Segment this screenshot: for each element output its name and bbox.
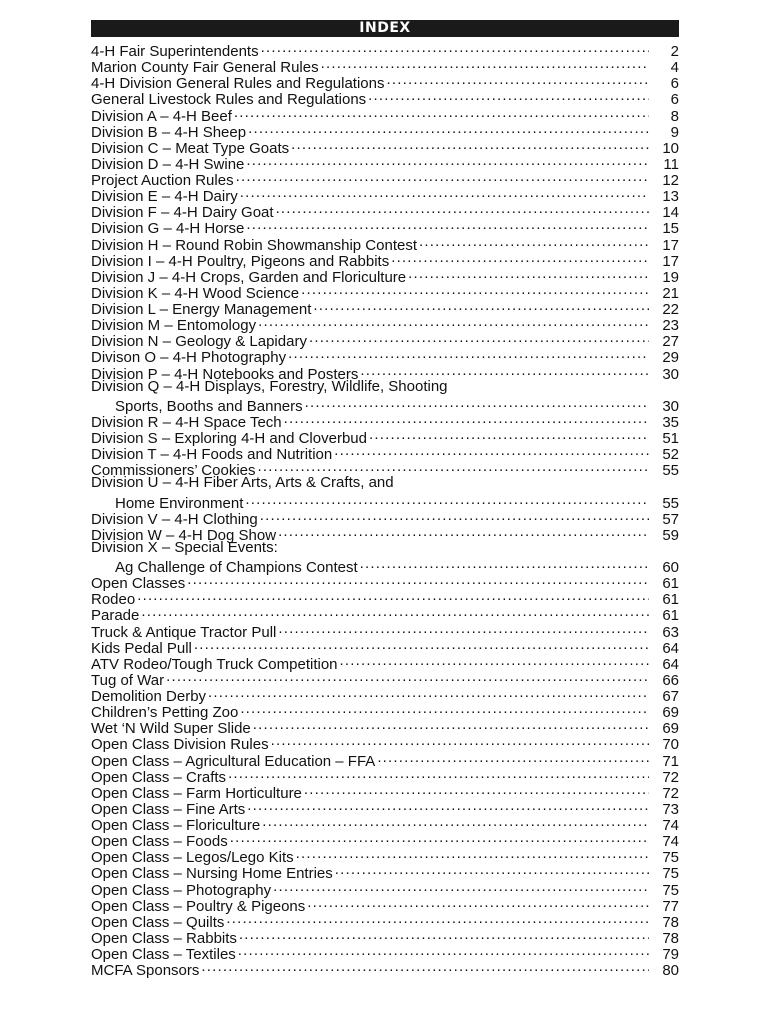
entry-title: Sports, Booths and Banners — [115, 397, 303, 415]
entry-page-number: 52 — [662, 446, 679, 464]
dot-leader — [238, 943, 649, 959]
entry-title: Children’s Petting Zoo — [91, 704, 239, 722]
entry-title: Project Auction Rules — [91, 172, 234, 189]
entry-title: Rodeo — [91, 591, 136, 609]
index-entry — [91, 572, 679, 593]
entry-title: Open Class – Farm Horticulture — [91, 784, 302, 802]
index-header — [91, 20, 679, 37]
index-entry — [91, 266, 679, 286]
index-entry — [91, 217, 679, 238]
entry-title: 4-H Division General Rules and Regulations — [91, 75, 385, 93]
dot-leader — [141, 604, 649, 620]
entry-page-number: 55 — [662, 494, 679, 512]
index-entry — [91, 717, 679, 738]
entry-title: Open Class – Nursing Home Entries — [91, 865, 333, 883]
index-entry — [91, 959, 679, 980]
dot-leader — [321, 56, 649, 72]
entry-title: Open Class – Fine Arts — [91, 800, 246, 818]
dot-leader — [305, 395, 649, 411]
index-entry — [91, 685, 679, 705]
dot-leader — [245, 492, 649, 508]
entry-page-number: 10 — [662, 139, 679, 157]
entry-title: Wet ‘N Wild Super Slide — [91, 720, 251, 738]
entry-page-number: 64 — [662, 639, 679, 657]
entry-title: 4-H Fair Superintendents — [91, 43, 259, 60]
index-entry — [91, 637, 679, 657]
dot-leader — [334, 443, 649, 459]
dot-leader — [284, 411, 649, 427]
entry-title: Ag Challenge of Champions Contest — [115, 559, 358, 576]
dot-leader — [253, 717, 649, 733]
dot-leader — [260, 508, 649, 524]
index-entry — [91, 927, 679, 947]
entry-page-number: 29 — [662, 349, 679, 367]
entry-page-number: 17 — [662, 252, 679, 270]
dot-leader — [369, 427, 649, 443]
entry-title: Division K – 4-H Wood Science — [91, 284, 300, 302]
entry-page-number: 15 — [662, 220, 679, 238]
dot-leader — [236, 169, 649, 185]
entry-title: Open Class Division Rules — [91, 736, 269, 754]
dot-leader — [166, 669, 649, 685]
entry-title: Division N – Geology & Lapidary — [91, 333, 307, 351]
entry-title: Open Class – Foods — [91, 833, 228, 851]
dot-leader — [258, 314, 649, 330]
dot-leader — [240, 185, 649, 201]
dot-leader — [234, 105, 649, 121]
entry-page-number: 6 — [670, 91, 679, 109]
entry-title: Tug of War — [91, 671, 165, 689]
dot-leader — [194, 637, 649, 653]
entry-page-number: 61 — [662, 607, 679, 625]
entry-page-number: 67 — [662, 688, 679, 705]
index-entry — [91, 395, 679, 415]
entry-page-number: 74 — [662, 833, 679, 851]
dot-leader — [230, 830, 649, 846]
index-entry — [91, 653, 679, 673]
dot-leader — [226, 911, 649, 927]
dot-leader — [276, 201, 649, 217]
index-entry — [91, 895, 679, 915]
entry-page-number: 75 — [662, 865, 679, 883]
entry-page-number: 11 — [663, 155, 679, 173]
entry-page-number: 17 — [662, 236, 679, 254]
entry-page-number: 13 — [662, 188, 679, 206]
entry-title: Division C – Meat Type Goats — [91, 139, 290, 157]
index-entry — [91, 153, 679, 173]
entry-title: Kids Pedal Pull — [91, 639, 192, 657]
dot-leader — [271, 733, 649, 749]
index-entry — [91, 314, 679, 335]
entry-page-number: 80 — [662, 962, 679, 980]
entry-title: Home Environment — [115, 494, 244, 512]
entry-page-number: 2 — [670, 43, 679, 60]
entry-page-number: 61 — [662, 591, 679, 609]
entry-title: Division E – 4-H Dairy — [91, 188, 238, 206]
entry-page-number: 12 — [662, 172, 679, 189]
entry-title: Division T – 4-H Foods and Nutrition — [91, 446, 333, 464]
index-entry — [91, 733, 679, 754]
dot-leader — [296, 846, 649, 862]
entry-title: Division F – 4-H Dairy Goat — [91, 204, 274, 222]
dot-leader — [228, 766, 649, 782]
index-entry — [91, 943, 679, 963]
entry-page-number: 77 — [662, 897, 679, 915]
dot-leader — [247, 798, 649, 814]
entry-title: Division V – 4-H Clothing — [91, 510, 258, 528]
entry-page-number: 55 — [662, 462, 679, 480]
index-entry — [91, 798, 679, 818]
entry-title: Divison O – 4-H Photography — [91, 349, 287, 367]
dot-leader — [240, 701, 649, 717]
dot-leader — [368, 88, 649, 104]
dot-leader — [261, 40, 649, 56]
entry-title: Open Class – Rabbits — [91, 929, 237, 947]
index-entry — [91, 379, 679, 395]
entry-title: Demolition Derby — [91, 688, 207, 705]
entry-title: Commissioners’ Cookies — [91, 462, 256, 480]
dot-leader — [246, 217, 649, 233]
entry-page-number: 75 — [662, 881, 679, 899]
index-entry — [91, 782, 679, 802]
entry-page-number: 75 — [662, 849, 679, 867]
dot-leader — [288, 346, 649, 362]
entry-title: Division H – Round Robin Showmanship Contest — [91, 236, 418, 254]
entry-title: Parade — [91, 607, 140, 625]
dot-leader — [291, 137, 649, 153]
entry-title: Division D – 4-H Swine — [91, 155, 245, 173]
entry-title: Truck & Antique Tractor Pull — [91, 623, 277, 641]
entry-title: Open Class – Legos/Lego Kits — [91, 849, 294, 867]
index-page — [91, 20, 679, 980]
dot-leader — [248, 121, 649, 137]
entry-page-number: 35 — [662, 413, 679, 431]
entry-title: Division X – Special Events: — [91, 538, 278, 556]
entry-page-number: 71 — [662, 752, 679, 770]
index-entry — [91, 830, 679, 851]
dot-leader — [301, 282, 649, 298]
index-entry — [91, 346, 679, 367]
entry-title: Division J – 4-H Crops, Garden and Floriculture — [91, 268, 407, 286]
index-entry — [91, 121, 679, 141]
index-entry — [91, 88, 679, 109]
index-entry — [91, 459, 679, 480]
index-entry — [91, 185, 679, 206]
index-entry — [91, 524, 679, 544]
index-entry — [91, 492, 679, 512]
entry-title: Open Class – Floriculture — [91, 817, 261, 834]
entry-title: Division L – Energy Management — [91, 301, 312, 318]
entry-page-number: 69 — [662, 720, 679, 738]
entry-title: Open Class – Agricultural Education – FFA — [91, 752, 376, 770]
entry-page-number: 14 — [662, 204, 679, 222]
entry-title: ATV Rodeo/Tough Truck Competition — [91, 655, 338, 673]
entry-title: Division B – 4-H Sheep — [91, 123, 247, 141]
index-entry — [91, 443, 679, 464]
entry-page-number: 72 — [662, 784, 679, 802]
index-entry — [91, 40, 679, 60]
entry-title: Open Class – Poultry & Pigeons — [91, 897, 306, 915]
entry-page-number: 64 — [662, 655, 679, 673]
entry-title: Division W – 4-H Dog Show — [91, 526, 277, 544]
index-entry — [91, 169, 679, 189]
entry-title: Open Class – Textiles — [91, 946, 236, 963]
dot-leader — [360, 556, 649, 572]
index-entry — [91, 814, 679, 834]
index-entry — [91, 911, 679, 931]
entry-title: Division I – 4-H Poultry, Pigeons and Rabbits — [91, 252, 390, 270]
dot-leader — [408, 266, 649, 282]
entry-page-number: 27 — [662, 333, 679, 351]
dot-leader — [309, 330, 649, 346]
index-entry — [91, 862, 679, 883]
index-entry — [91, 250, 679, 270]
index-entry — [91, 556, 679, 576]
entry-page-number: 66 — [662, 671, 679, 689]
dot-leader — [201, 959, 649, 975]
entry-title: Marion County Fair General Rules — [91, 59, 319, 77]
index-entry — [91, 766, 679, 786]
entry-page-number: 73 — [662, 800, 679, 818]
index-entries — [91, 40, 679, 980]
dot-leader — [273, 879, 649, 895]
entry-title: Division Q – 4-H Displays, Forestry, Wildlife, Shooting — [91, 377, 448, 395]
dot-leader — [278, 524, 649, 540]
entry-page-number: 19 — [662, 268, 679, 286]
entry-page-number: 51 — [662, 430, 679, 447]
entry-page-number: 69 — [662, 704, 679, 722]
index-entry — [91, 56, 679, 77]
dot-leader — [304, 782, 649, 798]
index-entry — [91, 282, 679, 302]
index-entry — [91, 604, 679, 625]
index-title: INDEX — [359, 20, 411, 36]
entry-page-number: 63 — [662, 623, 679, 641]
entry-page-number: 57 — [662, 510, 679, 528]
dot-leader — [386, 72, 649, 88]
entry-page-number: 4 — [670, 59, 679, 77]
dot-leader — [419, 234, 649, 250]
index-entry — [91, 427, 679, 447]
entry-title: Open Class – Photography — [91, 881, 272, 899]
dot-leader — [187, 572, 649, 588]
entry-page-number: 78 — [662, 913, 679, 931]
entry-page-number: 70 — [662, 736, 679, 754]
dot-leader — [335, 862, 649, 878]
entry-page-number: 22 — [662, 301, 679, 318]
entry-title: Division P – 4-H Notebooks and Posters — [91, 365, 359, 383]
dot-leader — [258, 459, 650, 475]
entry-page-number: 21 — [662, 284, 679, 302]
entry-page-number: 60 — [662, 559, 679, 576]
index-entry — [91, 508, 679, 528]
index-entry — [91, 669, 679, 689]
entry-page-number: 78 — [662, 929, 679, 947]
entry-title: Division U – 4-H Fiber Arts, Arts & Crafts, and — [91, 474, 394, 492]
index-entry — [91, 701, 679, 722]
dot-leader — [208, 685, 649, 701]
dot-leader — [239, 927, 649, 943]
index-entry — [91, 72, 679, 93]
entry-title: Division A – 4-H Beef — [91, 107, 232, 125]
index-entry — [91, 411, 679, 431]
dot-leader — [313, 298, 649, 314]
entry-page-number: 23 — [662, 317, 679, 335]
entry-page-number: 8 — [670, 107, 679, 125]
entry-page-number: 6 — [670, 75, 679, 93]
entry-title: Open Class – Quilts — [91, 913, 225, 931]
entry-page-number: 9 — [670, 123, 679, 141]
entry-page-number: 79 — [662, 946, 679, 963]
index-entry — [91, 201, 679, 222]
entry-page-number: 30 — [662, 397, 679, 415]
index-entry — [91, 846, 679, 867]
entry-title: Division S – Exploring 4-H and Cloverbud — [91, 430, 367, 447]
entry-title: Division M – Entomology — [91, 317, 257, 335]
entry-page-number: 61 — [662, 575, 679, 593]
entry-title: MCFA Sponsors — [91, 962, 200, 980]
dot-leader — [391, 250, 649, 266]
dot-leader — [262, 814, 649, 830]
entry-title: Division G – 4-H Horse — [91, 220, 245, 238]
entry-page-number: 72 — [662, 768, 679, 786]
index-entry — [91, 621, 679, 641]
index-entry — [91, 588, 679, 609]
entry-title: Open Classes — [91, 575, 186, 593]
entry-page-number: 59 — [662, 526, 679, 544]
entry-page-number: 74 — [662, 817, 679, 834]
entry-title: Open Class – Crafts — [91, 768, 227, 786]
index-entry — [91, 475, 679, 491]
dot-leader — [360, 363, 649, 379]
dot-leader — [377, 750, 649, 766]
index-entry — [91, 540, 679, 556]
index-entry — [91, 298, 679, 318]
dot-leader — [340, 653, 649, 669]
entry-title: General Livestock Rules and Regulations — [91, 91, 367, 109]
dot-leader — [307, 895, 649, 911]
dot-leader — [137, 588, 649, 604]
entry-page-number: 30 — [662, 365, 679, 383]
index-entry — [91, 330, 679, 351]
dot-leader — [246, 153, 649, 169]
entry-title: Division R – 4-H Space Tech — [91, 413, 282, 431]
dot-leader — [278, 621, 649, 637]
index-entry — [91, 137, 679, 157]
